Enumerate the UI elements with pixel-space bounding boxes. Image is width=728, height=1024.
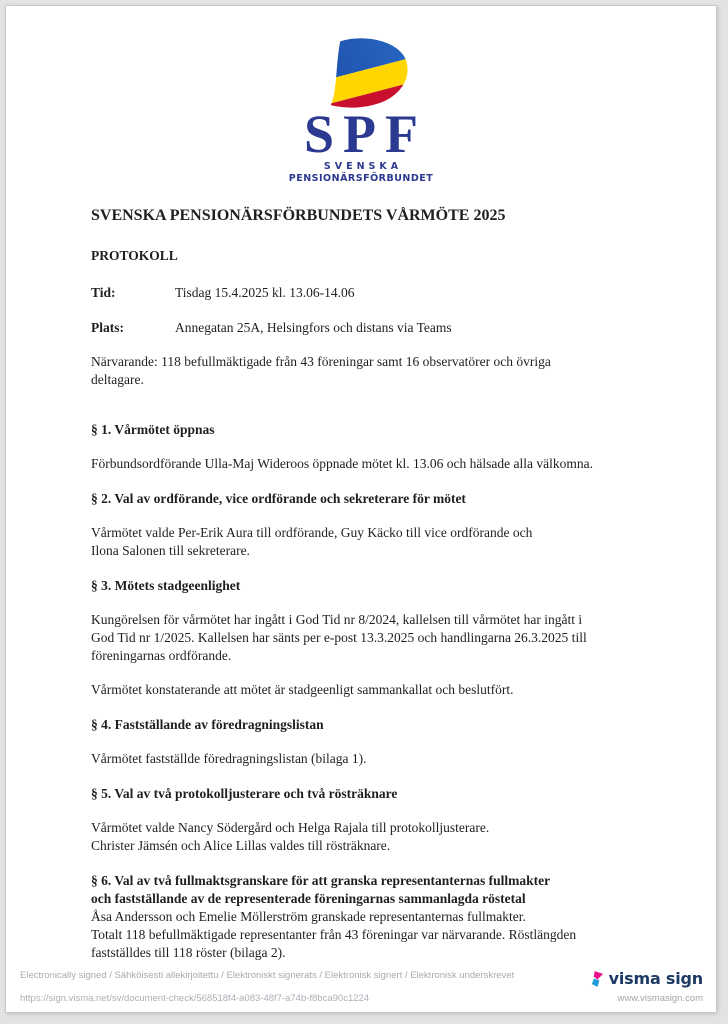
text-line: God Tid nr 1/2025. Kallelsen har sänts per e-post 13.3.2025 och handlingarna 26.3.2025 till <box>91 630 587 645</box>
section-paragraph <box>91 681 638 699</box>
text-line: Ilona Salonen till sekreterare. <box>91 543 250 558</box>
attendance-note <box>91 353 638 389</box>
spf-logo <box>6 36 716 184</box>
time-label: Tid: <box>91 285 116 300</box>
visma-logo-row <box>591 970 703 988</box>
protocol-section <box>91 716 638 768</box>
text-line: Vårmötet konstaterande att mötet är stadgeenligt sammankallat och beslutfört. <box>91 682 514 697</box>
document-page <box>5 5 717 1013</box>
logo-org-line2: PENSIONÄRSFÖRBUNDET <box>288 173 434 184</box>
text-line: Närvarande: 118 befullmäktigade från 43 föreningar samt 16 observatörer och övriga <box>91 354 551 369</box>
section-paragraph <box>91 455 638 473</box>
text-line: § 4. Fastställande av föredragningslistan <box>91 717 324 732</box>
section-heading <box>91 577 638 595</box>
protocol-section <box>91 577 638 699</box>
place-label: Plats: <box>91 320 124 335</box>
section-paragraph <box>91 908 638 962</box>
protocol-section <box>91 785 638 855</box>
visma-sign-branding <box>591 970 703 1005</box>
visma-logo-icon <box>591 971 604 988</box>
text-line: § 2. Val av ordförande, vice ordförande och sekreterare för mötet <box>91 491 466 506</box>
footer-signed-line: Electronically signed / Sähköisesti allekirjoitettu / Elektroniskt signerats / Elektronisk signert / Elektronisk underskrevet <box>20 970 515 981</box>
visma-sign-wordmark: visma sign <box>608 969 703 988</box>
section-heading <box>91 716 638 734</box>
text-line: Åsa Andersson och Emelie Möllerström granskade representanternas fullmakter. <box>91 909 526 924</box>
text-line: deltagare. <box>91 372 144 387</box>
footer-signature-note <box>20 970 514 1005</box>
text-line: föreningarnas ordförande. <box>91 648 232 663</box>
text-line: § 1. Vårmötet öppnas <box>91 422 215 437</box>
protocol-section <box>91 872 638 962</box>
logo-org-line1: SVENSKA <box>323 161 403 172</box>
text-line: Christer Jämsén och Alice Lillas valdes till rösträknare. <box>91 838 391 853</box>
text-line: fastställdes till 118 röster (bilaga 2). <box>91 945 286 960</box>
spf-sail-icon <box>309 36 413 112</box>
document-type-label: PROTOKOLL <box>91 248 178 263</box>
section-heading <box>91 872 638 908</box>
meta-row-time <box>91 284 638 302</box>
protocol-section <box>91 421 638 473</box>
place-value: Annegatan 25A, Helsingfors och distans via Teams <box>175 320 452 335</box>
sections-container <box>91 421 638 962</box>
text-line: Förbundsordförande Ulla-Maj Wideroos öppnade mötet kl. 13.06 och hälsade alla välkomna. <box>91 456 593 471</box>
logo-acronym: SPF <box>303 104 427 164</box>
text-line: Vårmötet valde Per-Erik Aura till ordförande, Guy Käcko till vice ordförande och <box>91 525 533 540</box>
text-line: § 6. Val av två fullmaktsgranskare för att granska representanternas fullmakter <box>91 873 551 888</box>
section-paragraph <box>91 819 638 855</box>
visma-website: www.vismasign.com <box>617 993 703 1004</box>
document-content <box>6 206 716 962</box>
text-line: Kungörelsen för vårmötet har ingått i God Tid nr 8/2024, kallelsen till vårmötet har ingått i <box>91 612 583 627</box>
meta-row-place <box>91 319 638 337</box>
section-paragraph <box>91 524 638 560</box>
section-paragraph <box>91 611 638 665</box>
text-line: och fastställande av de representerade föreningarnas sammanlagda röstetal <box>91 891 526 906</box>
footer-check-url: https://sign.visma.net/sv/document-check/568518f4-a083-48f7-a74b-f8bca90c1224 <box>20 993 370 1004</box>
document-title: SVENSKA PENSIONÄRSFÖRBUNDETS VÅRMÖTE 2025 <box>91 207 506 224</box>
section-heading <box>91 785 638 803</box>
text-line: Vårmötet fastställde föredragningslistan (bilaga 1). <box>91 751 367 766</box>
text-line: Totalt 118 befullmäktigade representanter från 43 föreningar var närvarande. Röstlängden <box>91 927 577 942</box>
section-heading <box>91 490 638 508</box>
section-heading <box>91 421 638 439</box>
text-line: § 3. Mötets stadgeenlighet <box>91 578 241 593</box>
text-line: § 5. Val av två protokolljusterare och två rösträknare <box>91 786 398 801</box>
protocol-section <box>91 490 638 560</box>
text-line: Vårmötet valde Nancy Södergård och Helga Rajala till protokolljusterare. <box>91 820 490 835</box>
time-value: Tisdag 15.4.2025 kl. 13.06-14.06 <box>175 285 355 300</box>
section-paragraph <box>91 750 638 768</box>
